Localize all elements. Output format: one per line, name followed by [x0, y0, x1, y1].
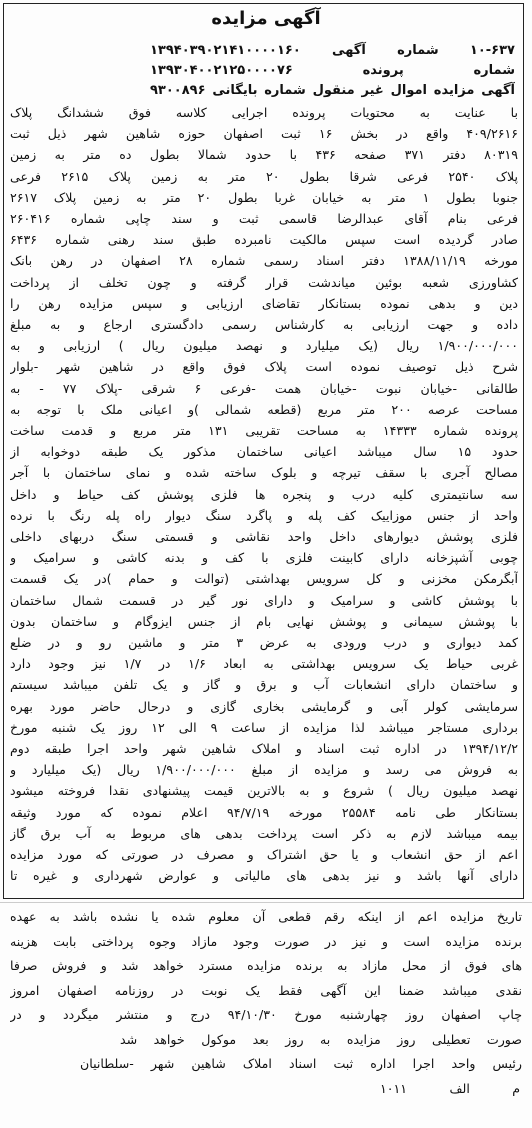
body-line: مساحت عرصه ۲۰۰ متر مربع (قطعه شمالی )و اعیانی ملک با توجه به [10, 402, 518, 417]
body-line: سه سانتیمتری کلیه درب و پنجره ها فلزی پوشش کف حیاط و داخل [10, 487, 518, 502]
signature-line: رئیس واحد اجرا اداره ثبت اسناد املاک شاهین شهر -سلطانیان [80, 1056, 522, 1071]
bottom-line: صورت تعطیلی روز مزایده به روز بعد موکول خواهد شد [120, 1032, 522, 1047]
body-line: با پوشش سیمانی و پوشش نهایی بام از جنس ایزوگام و ساختمان بدون [10, 614, 518, 629]
body-line: بیمه میباشد لازم به ذکر است پرداخت بدهی های مربوط به آب برق گاز [10, 826, 518, 841]
body-line: طالقانی -خیابان نبوت -خیابان همت -فرعی ۶ شرقی -پلاک ۷۷ - به [10, 381, 518, 396]
body-line: و ساختمان دارای انشعابات آب و برق و گاز و یک تلفن میباشد سیستم [10, 677, 518, 692]
body-line: داده و جهت ارزیابی به کارشناس رسمی دادگستری ارجاع و به مبلغ [10, 317, 518, 332]
body-line: کمد دیواری و درب ورودی به عرض ۳ متر و ماشین رو و در ضلع [10, 635, 518, 650]
ad-title: آگهی مزایده [211, 8, 321, 29]
bottom-line: نقدی میباشد ضمنا این آگهی فقط یک نوبت در روزنامه اصفهان امروز [10, 983, 522, 998]
body-line: پرونده شماره ۱۴۳۳۳ به مساحت تقریبی ۱۳۱ متر مربع و قدمت ساخت [10, 423, 518, 438]
body-line: ۴۰۹/۲۶۱۶ واقع در بخش ۱۶ ثبت اصفهان حوزه شاهین شهر ذیل ثبت [10, 126, 518, 141]
body-line: برداری مستاجر میباشد لذا مزایده از ساعت ۹ الی ۱۲ روز یک شنبه مورخ [10, 720, 518, 735]
body-line: دین و بدهی نموده بستانکار تقاضای ارزیابی و سپس مزایده رهن را [10, 296, 518, 311]
section-divider [0, 902, 532, 903]
body-line: به فروش می رسد و مزایده از مبلغ ۱/۹۰۰/۰۰۰/۰۰۰ ریال (یک میلیارد و [10, 762, 518, 777]
meta-line: آگهی مزایده اموال غیر منقول شماره بایگانی ۹۳۰۰۸۹۶ [150, 83, 515, 98]
bottom-line: برنده مزایده است و نیز در صورت وجود مازاد وجوه پرداختی بابت هزینه [10, 934, 522, 949]
body-line: مورخه ۱۳۸۸/۱۱/۱۹ دفتر اسناد رسمی شماره ۲۸ اصفهان در رهن بانک [10, 253, 518, 268]
body-line: ۱/۹۰۰/۰۰۰/۰۰۰ ریال (یک میلیارد و نهصد میلیون ریال ) ارزیابی و به [10, 338, 518, 353]
body-line: نهصد میلیون ریال ) شروع و به بالاترین قیمت پیشنهادی نقدا فروخته میشود [10, 783, 518, 798]
body-line: صادر گردیده است سپس مالکیت نامبرده طبق سند رهنی شماره ۶۴۳۶ [10, 232, 518, 247]
body-line: حدود ۱۵ سال میباشد اعیانی ساختمان مذکور یک طبقه دوخوابه از [10, 444, 518, 459]
bottom-line: چاپ اصفهان روز چهارشنبه مورخ ۹۴/۱۰/۳۰ درج و منتشر میگردد و در [10, 1007, 522, 1022]
body-line: چوبی آشپزخانه دارای کابینت فلزی با کف و بدنه کاشی و سرامیک و [10, 550, 518, 565]
body-line: دارای آنها باشد و نیز بدهی های مالیاتی و عوارض شهرداری و غیره تا [10, 868, 518, 883]
body-line: شرح ذیل توصیف نموده است پلاک فوق واقع در شاهین شهر -بلوار [10, 359, 518, 374]
body-line: ۸۰۳۱۹ دفتر ۳۷۱ صفحه ۴۳۶ با حدود شمالا بطول ده متر به زمین [10, 147, 518, 162]
reference-code: م الف ۱۰۱۱ [380, 1081, 520, 1096]
body-line: ۱۳۹۴/۱۲/۲ در اداره ثبت اسناد و املاک شاهین شهر واحد اجرا طبقه دوم [10, 741, 518, 756]
body-line: آبگرمکن مخزنی و کل سرویس بهداشتی (توالت و حمام )در یک قسمت [10, 571, 518, 586]
meta-line: ۱۰-۶۳۷ شماره آگهی ۱۳۹۴۰۳۹۰۲۱۴۱۰۰۰۰۱۶۰ [150, 43, 515, 58]
body-line: اعم از حق انشعاب و یا حق اشتراک و مصرف در صورتی که مورد مزایده [10, 847, 518, 862]
body-line: پلاک ۲۵۴۰ فرعی شرقا بطول ۲۰ متر به زمین پلاک ۲۶۱۵ فرعی [10, 169, 518, 184]
bottom-line: تاریخ مزایده اعم از اینکه رقم قطعی آن معلوم شده یا نشده باشد به عهده [10, 909, 522, 924]
body-line: کشاورزی شعبه بوئین میاندشت قرار گرفته و چون تخلف از پرداخت [10, 275, 518, 290]
body-line: فرعی بنام آقای عبدالرضا قاسمی ثبت و سند چاپی شماره ۲۶۰۴۱۶ [10, 211, 518, 226]
body-line: واحد از جنس موزاییک کف پله و پاگرد سنگ دیوار راه پله رنگ با نرده [10, 508, 518, 523]
meta-line: شماره پرونده ۱۳۹۳۰۴۰۰۲۱۲۵۰۰۰۰۷۶ [150, 63, 515, 78]
body-line: جنوبا بطول ۱ متر به خیابان غربا بطول ۲۰ متر به زمین پلاک ۲۶۱۷ [10, 190, 518, 205]
body-line: بستانکار طی نامه ۲۵۵۸۴ مورخه ۹۴/۷/۱۹ اعلام نموده که مورد وثیقه [10, 805, 518, 820]
body-line: فلزی پوشش دیوارهای داخل واحد نقاشی و قسمتی سنگ دربهای داخلی [10, 529, 518, 544]
body-line: مصالح آجری با سقف تیرچه و بلوک ساخته شده و نمای ساختمان با آجر [10, 465, 518, 480]
body-line: با عنایت به محتویات پرونده اجرایی کلاسه فوق ششدانگ پلاک [10, 105, 518, 120]
body-line: سرمایشی کولر آبی و گرمایشی بخاری گازی و درحال حاضر مورد بهره [10, 699, 518, 714]
body-line: غربی حیاط یک سرویس بهداشتی به ابعاد ۱/۶ در ۱/۷ نیز وجود دارد [10, 656, 518, 671]
bottom-line: های فوق از محل مازاد به برنده مزایده مسترد خواهد شد و فروش صرفا [10, 958, 522, 973]
body-line: با پوشش کاشی و سرامیک و دارای نور گیر در قسمت شمال ساختمان [10, 593, 518, 608]
